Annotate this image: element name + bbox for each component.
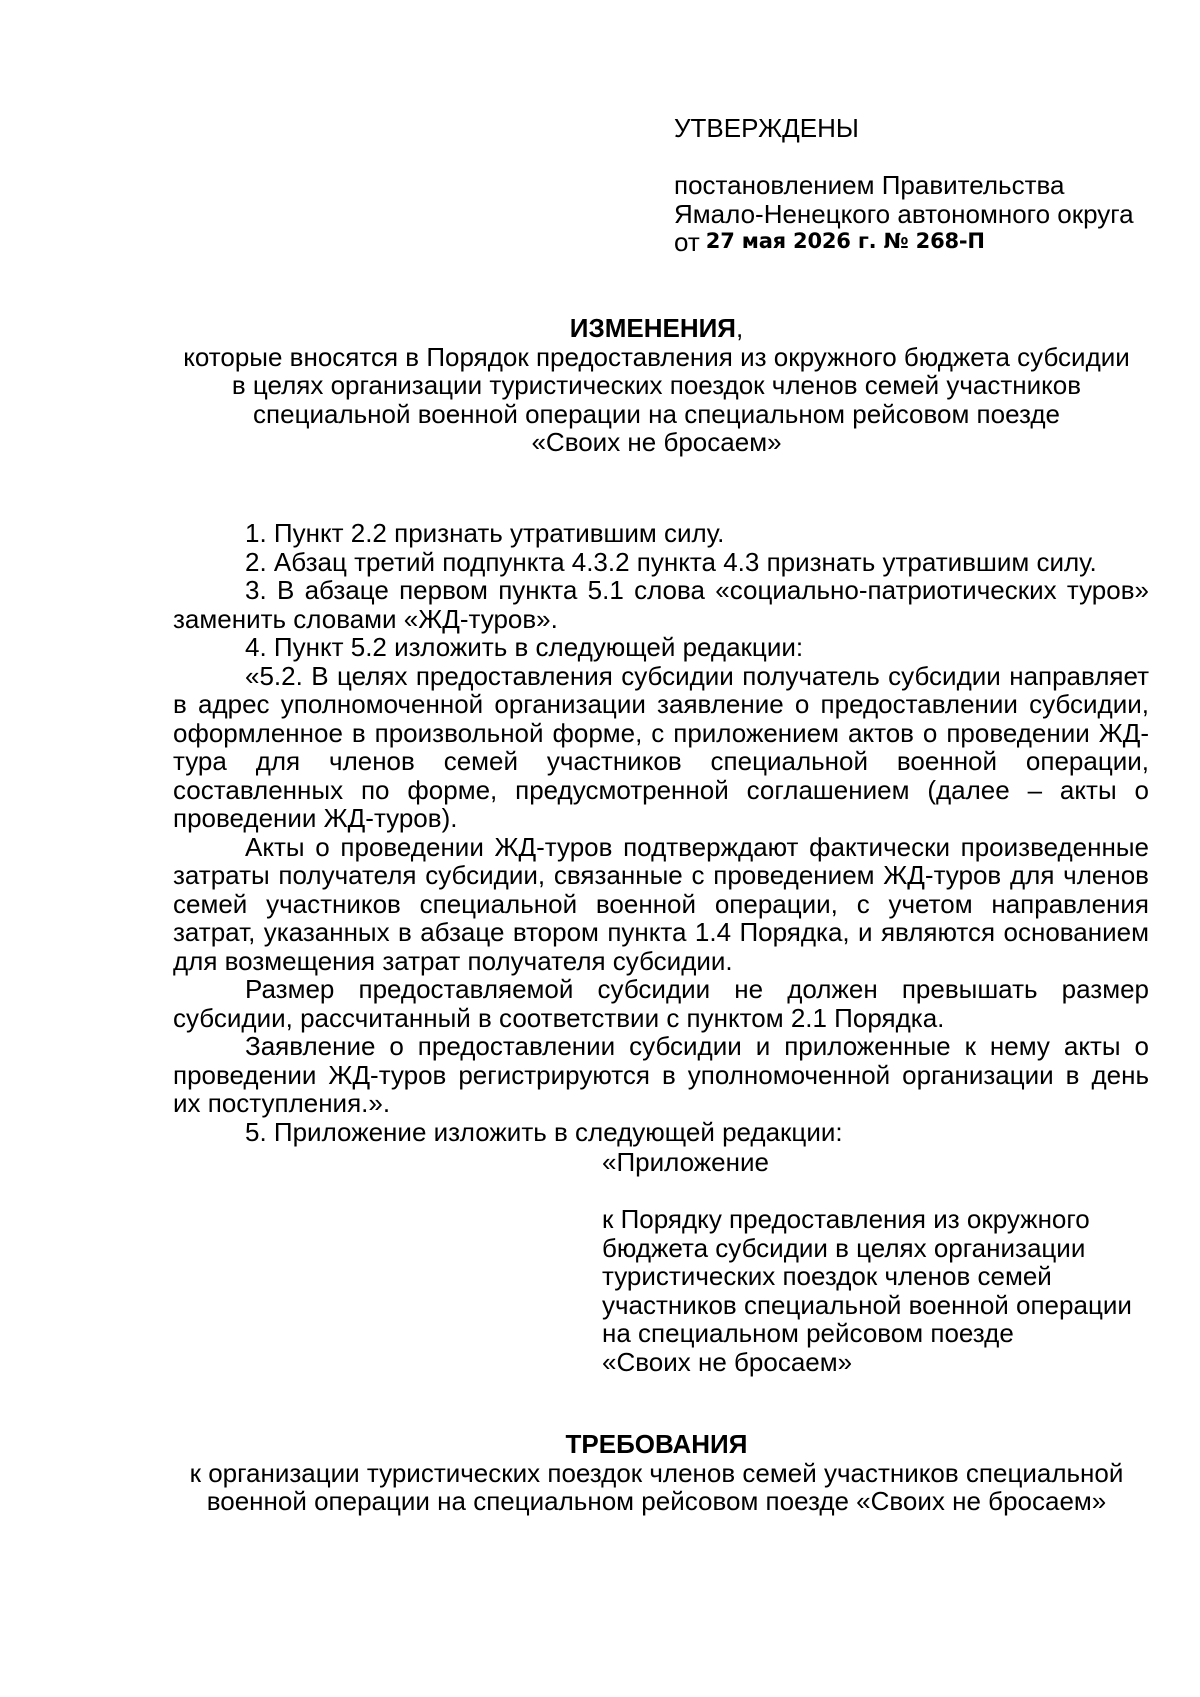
title-line: специальной военной операции на специальном рейсовом поезде: [253, 398, 1060, 429]
document-title: [162, 314, 1151, 457]
approval-title: УТВЕРЖДЕНЫ: [674, 113, 859, 143]
title-line: которые вносятся в Порядок предоставления из окружного бюджета субсидии: [183, 341, 1130, 372]
approval-block: [674, 114, 1174, 259]
annex-line: «Своих не бросаем»: [602, 1346, 853, 1377]
title-heading-suffix: ,: [736, 313, 744, 343]
annex-line: участников специальной военной операции: [602, 1289, 1132, 1320]
title-line: в целях организации туристических поездок членов семей участников: [231, 370, 1082, 400]
requirements-line: военной операции на специальном рейсовом поезде «Своих не бросаем»: [206, 1486, 1107, 1516]
requirements-title: [162, 1430, 1151, 1516]
paragraph: 5. Приложение изложить в следующей редакции:: [245, 1116, 843, 1147]
approval-date-line: [674, 228, 1174, 259]
approval-from-prefix: от: [674, 227, 700, 257]
annex-line: бюджета субсидии в целях организации: [602, 1232, 1086, 1263]
title-line: «Своих не бросаем»: [531, 427, 782, 457]
document-body: [173, 519, 1149, 1146]
paragraph: 2. Абзац третий подпункта 4.3.2 пункта 4.3 признать утратившим силу.: [245, 546, 1097, 577]
approval-line: Ямало-Ненецкого автономного округа: [674, 198, 1134, 229]
title-heading: ИЗМЕНЕНИЯ: [569, 313, 736, 343]
paragraph: «5.2. В целях предоставления субсидии получатель субсидии направляет в адрес уполномоченной организации заявление о предоставлении субсидии, оформленное в произвольной форме, с приложением актов о проведении ЖД-тура для членов семей участников специальной военной операции, составленных по форме, предусмотренной соглашением (далее – акты о проведении ЖД-туров).: [173, 660, 1149, 833]
annex-line: туристических поездок членов семей: [602, 1261, 1052, 1291]
paragraph: 4. Пункт 5.2 изложить в следующей редакции:: [245, 632, 804, 662]
paragraph: Заявление о предоставлении субсидии и приложенные к нему акты о проведении ЖД-туров регистрируются в уполномоченной организации в день их поступления.».: [173, 1031, 1149, 1118]
annex-line: к Порядку предоставления из окружного: [602, 1204, 1090, 1234]
approval-line: постановлением Правительства: [674, 170, 1065, 200]
approval-date-number: 27 мая 2026 г. № 268-П: [705, 229, 985, 253]
annex-line: на специальном рейсовом поезде: [602, 1318, 1014, 1348]
paragraph: Размер предоставляемой субсидии не должен превышать размер субсидии, рассчитанный в соответствии с пунктом 2.1 Порядка.: [173, 974, 1149, 1033]
paragraph: 3. В абзаце первом пункта 5.1 слова «социально-патриотических туров» заменить словами «ЖД-туров».: [173, 575, 1149, 634]
title-heading-line: [162, 314, 1151, 343]
paragraph: 1. Пункт 2.2 признать утратившим силу.: [245, 518, 725, 548]
annex-title: «Приложение: [602, 1147, 769, 1177]
requirements-line: к организации туристических поездок членов семей участников специальной: [189, 1457, 1124, 1488]
annex-block: [602, 1148, 1162, 1376]
requirements-heading: ТРЕБОВАНИЯ: [565, 1429, 748, 1459]
paragraph: Акты о проведении ЖД-туров подтверждают фактически произведенные затраты получателя субсидии, связанные с проведением ЖД-туров для членов семей участников специальной военной операции, с учетом направления затрат, указанных в абзаце втором пункта 1.4 Порядка, и являются основанием для возмещения затрат получателя субсидии.: [173, 831, 1149, 976]
